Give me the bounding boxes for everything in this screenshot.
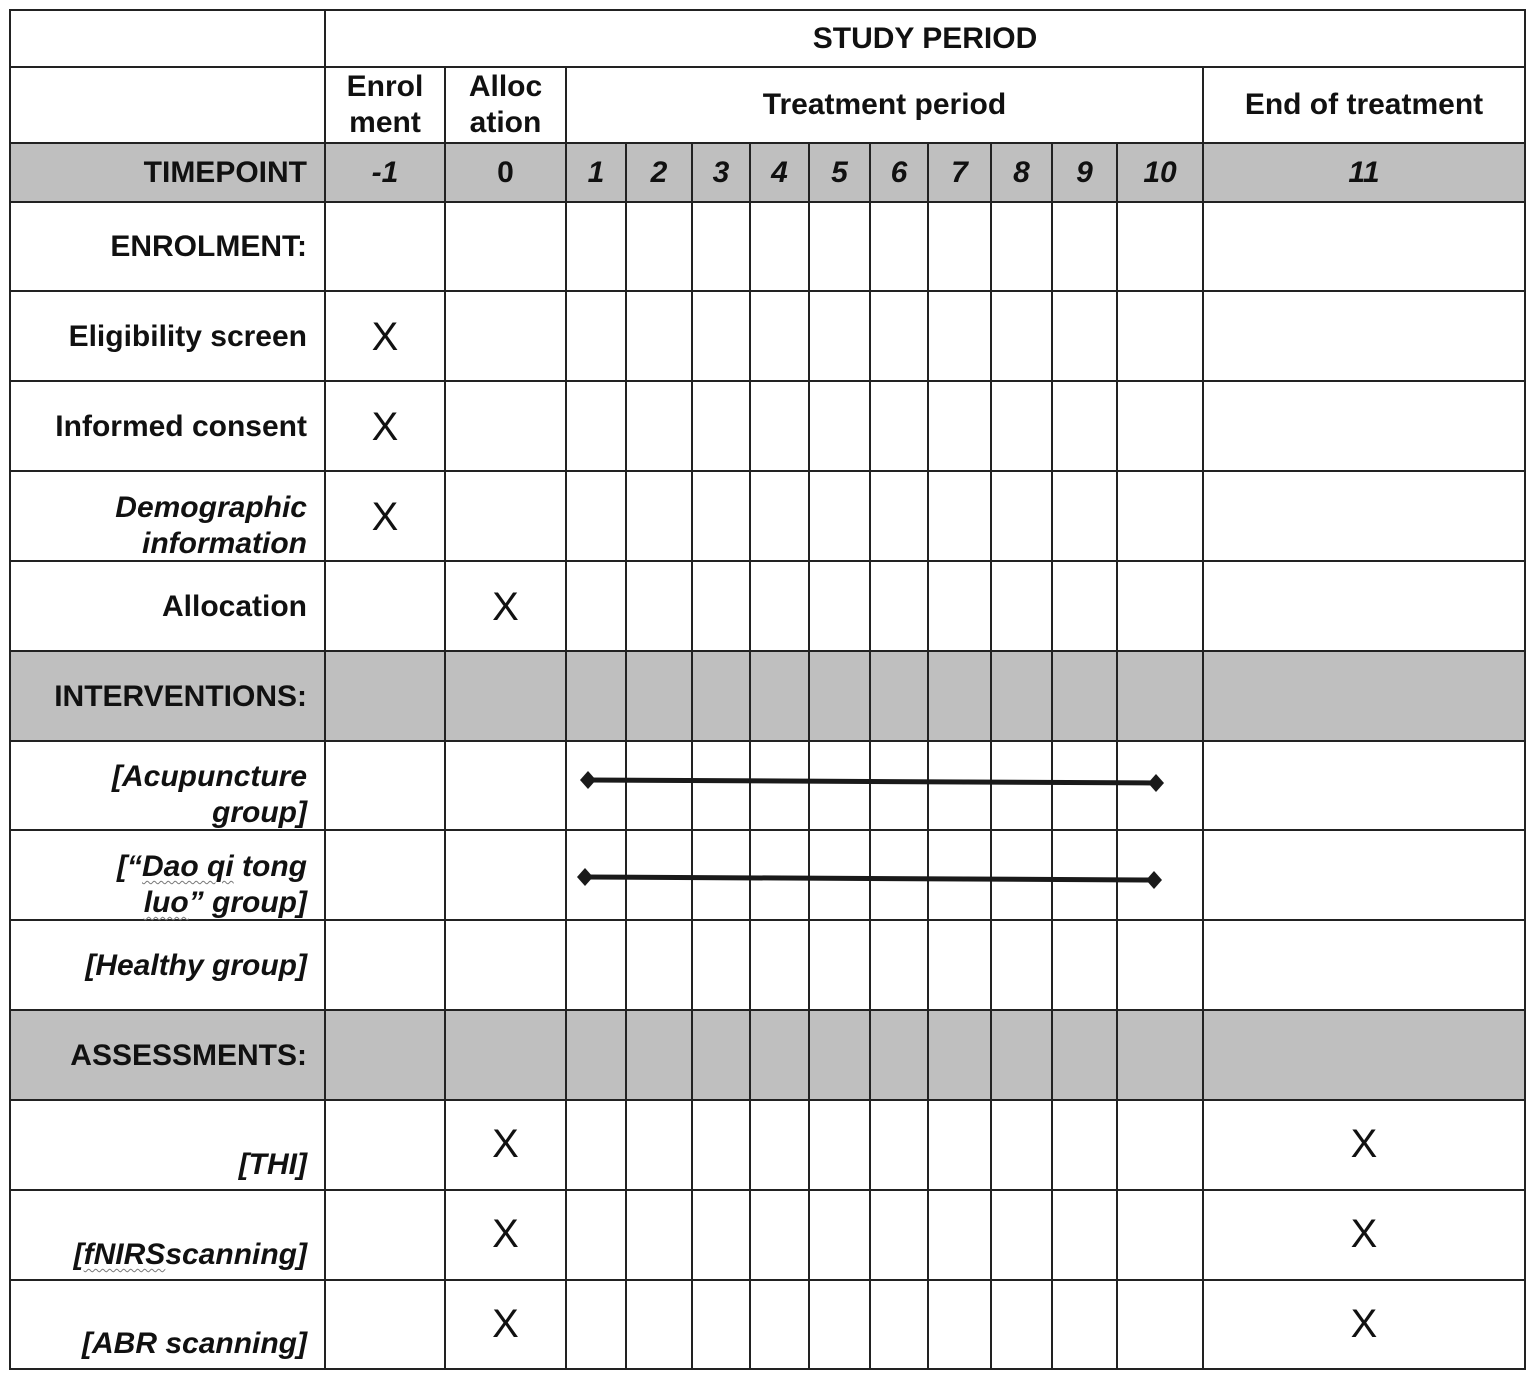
acupuncture-span-start-diamond — [580, 771, 596, 789]
dao-qi-words: Dao qi — [142, 850, 234, 883]
timepoint-value: 10 — [1143, 155, 1177, 189]
study-period-header: STUDY PERIOD — [812, 21, 1038, 55]
column-divider — [990, 142, 992, 1370]
fnirs-open-bracket: [ — [73, 1238, 84, 1271]
column-divider — [1116, 142, 1118, 1370]
timepoint-value: 4 — [771, 155, 788, 189]
fnirs-scanning-word: scanning] — [165, 1238, 307, 1271]
timepoint-value: -1 — [371, 155, 399, 189]
x-mark-consent-enrolment: X — [371, 405, 399, 449]
column-divider — [869, 142, 871, 1370]
row-label-demographic-information — [10, 472, 325, 562]
demographic-line-1: Demographic — [115, 491, 307, 524]
luo-word: luo — [143, 886, 189, 919]
enrolment-header-line-1: Enrol — [346, 70, 424, 103]
end-of-treatment-header: End of treatment — [1244, 88, 1484, 121]
dao-line-1-tong: tong — [233, 850, 307, 883]
x-mark-abr-allocation: X — [492, 1302, 519, 1346]
x-mark-fnirs-end: X — [1350, 1212, 1378, 1256]
timepoint-value: 6 — [890, 155, 908, 189]
column-divider — [927, 142, 929, 1370]
dao-line-1-open: [“ — [117, 850, 143, 883]
treatment-period-header: Treatment period — [762, 88, 1007, 121]
enrolment-column-header — [325, 67, 445, 143]
acupuncture-span-line — [588, 780, 1156, 783]
row-label-eligibility-screen: Eligibility screen — [68, 320, 307, 353]
row-label-interventions: INTERVENTIONS: — [54, 680, 307, 713]
timepoint-label: TIMEPOINT — [143, 155, 307, 189]
timepoint-value: 0 — [497, 155, 514, 189]
dao-qi-tong-luo-line-2 — [144, 885, 307, 921]
enrolment-header-line-2: ment — [349, 106, 421, 139]
column-divider — [691, 142, 693, 1370]
x-mark-fnirs-allocation: X — [492, 1212, 519, 1256]
row-label-enrolment: ENROLMENT: — [110, 230, 307, 263]
timepoint-value: 1 — [587, 155, 605, 189]
x-mark-eligibility-enrolment: X — [371, 315, 399, 359]
row-label-dao-qi-tong-luo-group — [10, 831, 325, 921]
dao-qi-tong-luo-line-1 — [117, 849, 307, 885]
row-label-fnirs-scanning — [10, 1191, 325, 1281]
row-label-thi: [THI] — [238, 1148, 307, 1181]
acupuncture-span-end-diamond — [1148, 774, 1164, 792]
timepoint-value: 5 — [831, 155, 848, 189]
timepoint-value: 9 — [1076, 155, 1093, 189]
x-mark-thi-allocation: X — [492, 1122, 519, 1166]
row-label-allocation: Allocation — [161, 590, 307, 623]
allocation-column-header — [445, 67, 566, 143]
x-mark-abr-end: X — [1350, 1302, 1378, 1346]
row-label-abr-scanning: [ABR scanning] — [82, 1327, 307, 1360]
row-label-informed-consent: Informed consent — [55, 410, 307, 443]
timepoint-value: 8 — [1013, 155, 1030, 189]
dao-qi-tong-luo-span-end-diamond — [1146, 871, 1162, 889]
timepoint-value: 11 — [1348, 155, 1380, 189]
column-divider — [625, 142, 627, 1370]
timepoint-value: 2 — [650, 155, 668, 189]
acupuncture-line-1: [Acupuncture — [112, 760, 307, 793]
column-divider — [749, 142, 751, 1370]
dao-line-2-group: ” group] — [188, 886, 307, 919]
row-label-healthy-group: [Healthy group] — [85, 949, 307, 982]
row-label-acupuncture-group — [10, 742, 325, 831]
allocation-header-line-1: Alloc — [468, 70, 543, 103]
x-mark-thi-end: X — [1350, 1122, 1378, 1166]
dao-qi-tong-luo-span-start-diamond — [577, 868, 593, 886]
acupuncture-line-2: group] — [212, 796, 307, 829]
timepoint-value: 3 — [712, 155, 730, 189]
x-mark-demographic-enrolment: X — [371, 495, 399, 539]
column-divider — [1051, 142, 1053, 1370]
x-mark-allocation-allocation: X — [492, 585, 519, 629]
allocation-header-line-2: ation — [469, 106, 542, 139]
column-divider — [808, 142, 810, 1370]
fnirs-word: fNIRS — [83, 1238, 166, 1271]
row-label-assessments: ASSESSMENTS: — [70, 1039, 307, 1072]
timepoint-value: 7 — [951, 155, 968, 189]
acupuncture-span-bar — [580, 771, 1164, 792]
demographic-line-2: information — [142, 527, 307, 560]
